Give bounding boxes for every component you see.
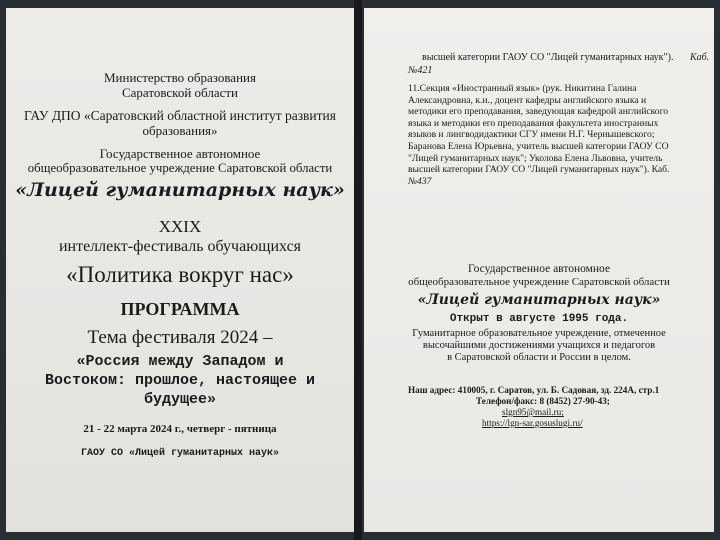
festival-name: «Политика вокруг нас» <box>66 262 294 287</box>
program-heading: ПРОГРАММА <box>120 299 240 319</box>
section-line-8: высшей категории ГАОУ СО "Лицей гуманитарных наук"). Каб. <box>408 164 670 176</box>
founded-line: Открыт в августе 1995 года. <box>449 313 629 325</box>
section-line-4: языка и методики его преподавания факультета иностранных <box>408 117 659 129</box>
website-link[interactable]: https://lgn-sar.gosuslugi.ru/ <box>482 418 583 428</box>
festival-number: XXIX <box>158 217 202 236</box>
section-11-block <box>408 83 704 187</box>
festival-dates: 21 - 22 марта 2024 г., четверг - пятница <box>83 423 277 435</box>
ministry-line-1: Министерство образования <box>104 70 256 85</box>
description-line-1: Гуманитарное образовательное учреждение, отмеченное <box>412 328 666 339</box>
program-cover-page <box>6 8 354 532</box>
section-line-6: Баранова Елена Юрьевна, учитель высшей категории ГАОУ СО <box>408 140 669 152</box>
state-line-2: общеобразовательное учреждение Саратовской области <box>27 161 333 175</box>
section-line-7: "Лицей гуманитарных наук"; Уколова Елена Львовна, учитель <box>408 152 663 164</box>
section-line-3: методики его преподавания, заведующая кафедрой английского <box>408 106 669 118</box>
email-link[interactable]: slgn95@mail.ru; <box>502 407 564 417</box>
ministry-line-2: Саратовской области <box>121 85 239 100</box>
festival-subtitle: интеллект-фестиваль обучающихся <box>58 238 302 255</box>
back-lyceum-title: «Лицей гуманитарных наук» <box>417 292 661 308</box>
org-line-1: Государственное автономное <box>467 263 611 275</box>
section-line-5: языков и лингводидактики СГУ имени Н.Г. Чернышевского; <box>408 129 655 141</box>
lyceum-title: «Лицей гуманитарных наук» <box>15 179 345 201</box>
theme-line-2: Востоком: прошлое, настоящее и <box>44 372 316 389</box>
festival-theme-label: Тема фестиваля 2024 – <box>87 327 273 348</box>
section-line-2: Александровна, к.н., доцент кафедры английского языка и <box>408 94 647 106</box>
photo-divider <box>354 0 362 540</box>
description-line-3: в Саратовской области и России в целом. <box>447 352 631 363</box>
phone-line: Телефон/факс: 8 (8452) 27-90-43; <box>476 396 610 406</box>
state-line-1: Государственное автономное <box>99 146 261 161</box>
section-room: №437 <box>408 175 432 187</box>
section-line-1: 11.Секция «Иностранный язык» (рук. Никитина Галина <box>408 83 637 94</box>
institute-line-2: образования» <box>142 123 218 138</box>
org-line-2: общеобразовательное учреждение Саратовской области <box>408 276 670 288</box>
previous-section-cab: Каб. <box>689 52 710 63</box>
program-back-page <box>364 8 714 532</box>
previous-section-text: высшей категории ГАОУ СО "Лицей гуманитарных наук"). <box>422 52 674 63</box>
theme-line-3: будущее» <box>143 391 216 408</box>
previous-section-room: №421 <box>408 65 433 76</box>
description-line-2: высочайшими достижениями учащихся и педагогов <box>422 340 656 351</box>
footer-organization: ГАОУ СО «Лицей гуманитарных наук» <box>80 448 280 459</box>
institute-line-1: ГАУ ДПО «Саратовский областной институт развития <box>24 108 336 123</box>
address-line: Наш адрес: 410005, г. Саратов, ул. Б. Садовая, зд. 224А, стр.1 <box>408 385 660 395</box>
theme-line-1: «Россия между Западом и <box>76 353 284 370</box>
previous-section-tail <box>422 52 709 64</box>
